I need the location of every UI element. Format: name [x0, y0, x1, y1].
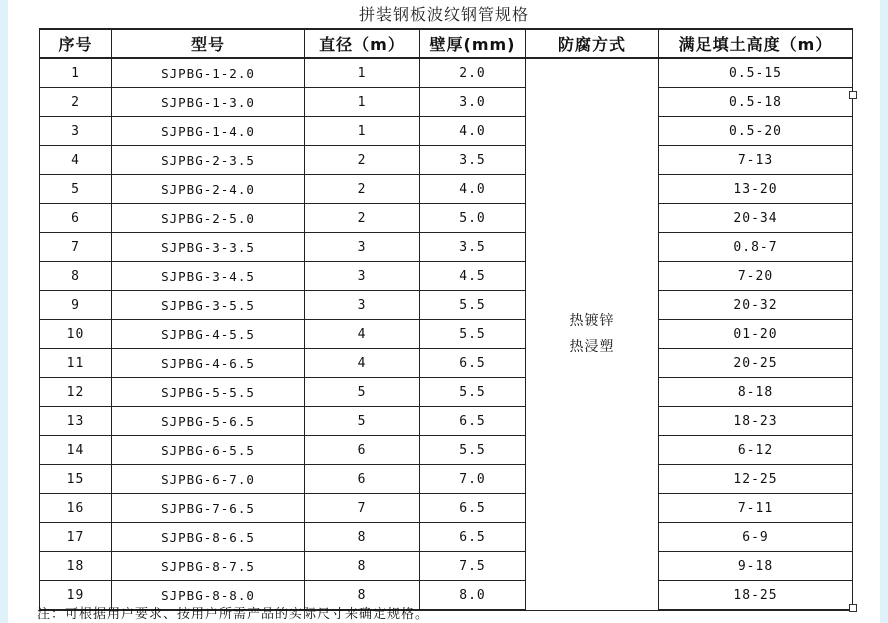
cell-model: SJPBG-6-5.5 — [112, 436, 305, 465]
cell-corrosion-protection — [526, 58, 659, 610]
table-title: 拼装钢板波纹钢管规格 — [358, 5, 529, 24]
table-row — [40, 233, 853, 262]
cell-model: SJPBG-1-4.0 — [112, 117, 305, 146]
cell-no: 13 — [40, 407, 112, 436]
header-corrosion: 防腐方式 — [526, 29, 659, 58]
cell-model: SJPBG-4-5.5 — [112, 320, 305, 349]
cell-fill-height: 9-18 — [659, 552, 853, 581]
cell-no: 10 — [40, 320, 112, 349]
cell-no: 19 — [40, 581, 112, 611]
cell-thickness: 3.0 — [420, 88, 526, 117]
cell-thickness: 8.0 — [420, 581, 526, 611]
cell-thickness: 3.5 — [420, 146, 526, 175]
cell-diameter: 5 — [305, 407, 420, 436]
cell-thickness: 5.5 — [420, 436, 526, 465]
table-row — [40, 378, 853, 407]
cell-model: SJPBG-8-6.5 — [112, 523, 305, 552]
cell-diameter: 2 — [305, 204, 420, 233]
table-row — [40, 349, 853, 378]
cell-model: SJPBG-6-7.0 — [112, 465, 305, 494]
cell-thickness: 6.5 — [420, 523, 526, 552]
header-diameter: 直径（m） — [305, 29, 420, 58]
cell-no: 17 — [40, 523, 112, 552]
cell-no: 8 — [40, 262, 112, 291]
cell-diameter: 8 — [305, 552, 420, 581]
cell-fill-height: 0.5-15 — [659, 58, 853, 88]
cell-no: 5 — [40, 175, 112, 204]
cell-fill-height: 12-25 — [659, 465, 853, 494]
cell-model: SJPBG-3-3.5 — [112, 233, 305, 262]
corrosion-method: 热浸塑 — [569, 339, 615, 356]
table-row — [40, 523, 853, 552]
cell-fill-height: 6-9 — [659, 523, 853, 552]
cell-no: 12 — [40, 378, 112, 407]
cell-model: SJPBG-5-6.5 — [112, 407, 305, 436]
cell-thickness: 4.0 — [420, 117, 526, 146]
cell-no: 1 — [40, 58, 112, 88]
spec-table — [39, 28, 853, 611]
cell-no: 14 — [40, 436, 112, 465]
table-row — [40, 146, 853, 175]
cell-fill-height: 7-11 — [659, 494, 853, 523]
cell-no: 2 — [40, 88, 112, 117]
cell-model: SJPBG-5-5.5 — [112, 378, 305, 407]
cell-model: SJPBG-3-5.5 — [112, 291, 305, 320]
cell-diameter: 8 — [305, 523, 420, 552]
cell-diameter: 4 — [305, 320, 420, 349]
header-row — [40, 29, 853, 58]
cell-diameter: 4 — [305, 349, 420, 378]
header-no: 序号 — [40, 29, 112, 58]
cell-no: 4 — [40, 146, 112, 175]
cell-thickness: 7.5 — [420, 552, 526, 581]
cell-diameter: 2 — [305, 146, 420, 175]
table-row — [40, 58, 853, 88]
cell-model: SJPBG-2-5.0 — [112, 204, 305, 233]
cell-fill-height: 0.5-20 — [659, 117, 853, 146]
cell-model: SJPBG-1-2.0 — [112, 58, 305, 88]
cell-thickness: 5.5 — [420, 291, 526, 320]
cell-model: SJPBG-2-4.0 — [112, 175, 305, 204]
cell-no: 18 — [40, 552, 112, 581]
cell-model: SJPBG-2-3.5 — [112, 146, 305, 175]
cell-fill-height: 18-23 — [659, 407, 853, 436]
cell-model: SJPBG-7-6.5 — [112, 494, 305, 523]
cell-thickness: 6.5 — [420, 494, 526, 523]
cell-fill-height: 8-18 — [659, 378, 853, 407]
cell-fill-height: 20-25 — [659, 349, 853, 378]
table-row — [40, 262, 853, 291]
cell-fill-height: 20-32 — [659, 291, 853, 320]
corner-marker — [849, 604, 857, 612]
cell-diameter: 1 — [305, 117, 420, 146]
cell-no: 16 — [40, 494, 112, 523]
table-row — [40, 291, 853, 320]
cell-diameter: 5 — [305, 378, 420, 407]
header-thickness: 壁厚(mm) — [420, 29, 526, 58]
cell-diameter: 3 — [305, 262, 420, 291]
table-row — [40, 320, 853, 349]
cell-no: 9 — [40, 291, 112, 320]
cell-no: 7 — [40, 233, 112, 262]
footnote: 注：可根据用户要求、按用户所需产品的实际尺寸来确定规格。 — [37, 607, 430, 622]
table-row — [40, 175, 853, 204]
table-row — [40, 436, 853, 465]
corrosion-method: 热镀锌 — [569, 313, 615, 330]
cell-diameter: 3 — [305, 291, 420, 320]
cell-model: SJPBG-8-8.0 — [112, 581, 305, 611]
cell-thickness: 7.0 — [420, 465, 526, 494]
cell-thickness: 2.0 — [420, 58, 526, 88]
cell-fill-height: 7-20 — [659, 262, 853, 291]
cell-diameter: 3 — [305, 233, 420, 262]
cell-thickness: 6.5 — [420, 349, 526, 378]
cell-fill-height: 6-12 — [659, 436, 853, 465]
cell-no: 11 — [40, 349, 112, 378]
cell-thickness: 4.0 — [420, 175, 526, 204]
cell-model: SJPBG-3-4.5 — [112, 262, 305, 291]
cell-thickness: 5.0 — [420, 204, 526, 233]
cell-thickness: 5.5 — [420, 378, 526, 407]
cell-no: 15 — [40, 465, 112, 494]
cell-diameter: 2 — [305, 175, 420, 204]
table-body — [40, 58, 853, 610]
cell-model: SJPBG-4-6.5 — [112, 349, 305, 378]
cell-diameter: 7 — [305, 494, 420, 523]
table-row — [40, 204, 853, 233]
cell-fill-height: 01-20 — [659, 320, 853, 349]
corner-marker — [849, 91, 857, 99]
cell-model: SJPBG-1-3.0 — [112, 88, 305, 117]
cell-fill-height: 0.8-7 — [659, 233, 853, 262]
header-fill-height: 满足填土高度（m） — [659, 29, 853, 58]
cell-diameter: 1 — [305, 58, 420, 88]
cell-diameter: 1 — [305, 88, 420, 117]
table-row — [40, 117, 853, 146]
cell-model: SJPBG-8-7.5 — [112, 552, 305, 581]
cell-thickness: 6.5 — [420, 407, 526, 436]
cell-thickness: 5.5 — [420, 320, 526, 349]
cell-fill-height: 20-34 — [659, 204, 853, 233]
cell-fill-height: 13-20 — [659, 175, 853, 204]
cell-diameter: 6 — [305, 465, 420, 494]
cell-fill-height: 7-13 — [659, 146, 853, 175]
cell-diameter: 8 — [305, 581, 420, 611]
table-row — [40, 552, 853, 581]
cell-fill-height: 0.5-18 — [659, 88, 853, 117]
cell-fill-height: 18-25 — [659, 581, 853, 611]
table-row — [40, 494, 853, 523]
cell-no: 3 — [40, 117, 112, 146]
header-model: 型号 — [112, 29, 305, 58]
cell-diameter: 6 — [305, 436, 420, 465]
cell-thickness: 3.5 — [420, 233, 526, 262]
table-row — [40, 407, 853, 436]
cell-no: 6 — [40, 204, 112, 233]
cell-thickness: 4.5 — [420, 262, 526, 291]
table-row — [40, 88, 853, 117]
table-row — [40, 465, 853, 494]
